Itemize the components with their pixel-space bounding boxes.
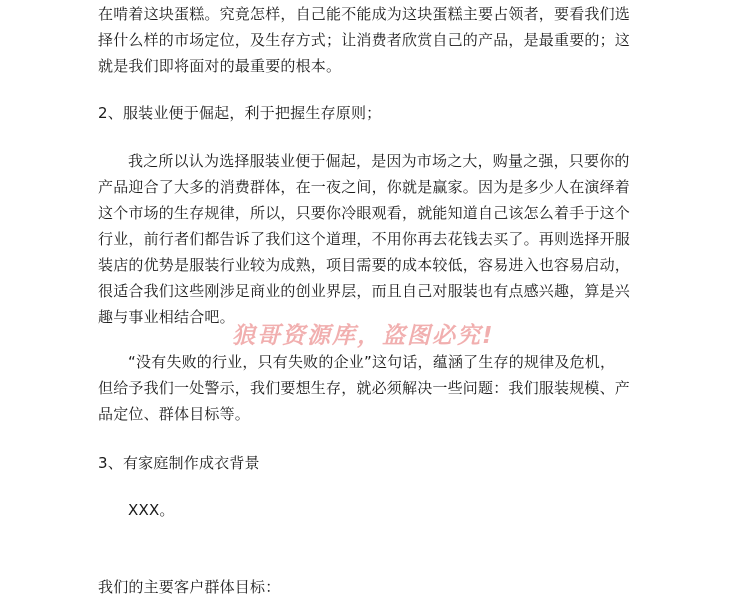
text-line: 就是我们即将面对的最重要的根本。 <box>98 57 342 75</box>
text-line: 但给予我们一处警示，我们要想生存，就必须解决一些问题：我们服装规模、产 <box>98 379 631 397</box>
section-heading-3: 3、有家庭制作成衣背景 <box>98 454 260 472</box>
placeholder-text: XXX。 <box>128 501 175 519</box>
paragraph-clothing-industry <box>98 148 658 330</box>
text-line: 在啃着这块蛋糕。究竟怎样，自己能不能成为这块蛋糕主要占领者，要看我们选 <box>98 5 631 23</box>
text-line: 行业，前行者们都告诉了我们这个道理，不用你再去花钱去买了。再则选择开服 <box>98 230 631 248</box>
text-line: 趣与事业相结合吧。 <box>98 308 235 326</box>
section-heading-2: 2、服装业便于倔起，利于把握生存原则； <box>98 104 382 122</box>
text-line: 品定位、群体目标等。 <box>98 405 251 423</box>
text-line: 这个市场的生存规律，所以，只要你冷眼观看，就能知道自己该怎么着手于这个 <box>98 204 631 222</box>
watermark-text: 狼哥资源库，盗图必究! <box>232 323 495 349</box>
section-heading-customers: 我们的主要客户群体目标： <box>98 578 281 596</box>
text-line: 产品迎合了大多的消费群体，在一夜之间，你就是赢家。因为是多少人在演绎着 <box>98 178 631 196</box>
text-line: 我之所以认为选择服装业便于倔起，是因为市场之大，购量之强，只要你的 <box>128 152 630 170</box>
text-line: 装店的优势是服装行业较为成熟，项目需要的成本较低，容易进入也容易启动， <box>98 256 631 274</box>
paragraph-failure-warning <box>98 349 658 427</box>
text-line: 择什么样的市场定位，及生存方式；让消费者欣赏自己的产品，是最重要的；这 <box>98 31 631 49</box>
text-line: 很适合我们这些刚涉足商业的创业界层，而且自己对服装也有点感兴趣，算是兴 <box>98 282 631 300</box>
text-line: “没有失败的行业，只有失败的企业”这句话，蕴涵了生存的规律及危机， <box>128 353 616 371</box>
paragraph-market-position <box>98 1 658 79</box>
